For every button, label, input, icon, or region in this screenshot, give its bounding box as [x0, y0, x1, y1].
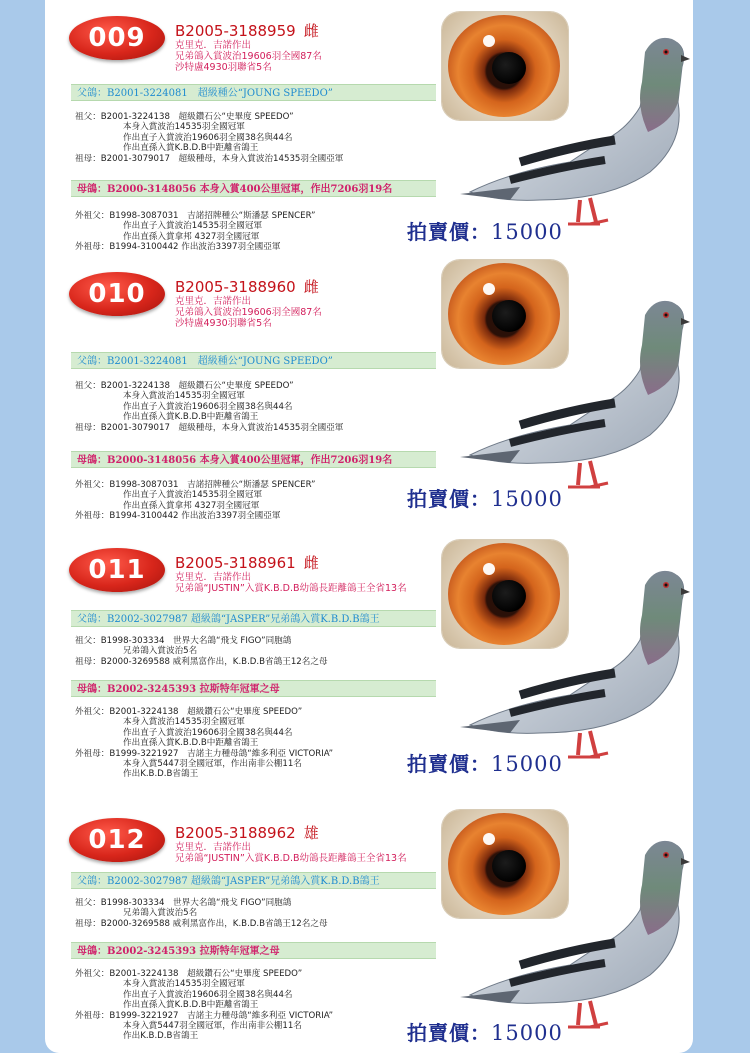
price-amount: 15000 [491, 487, 563, 511]
pedigree-line: 祖母：B2001-3079017 超級種母，本身入賞波治14535羽全國亞軍 [75, 422, 344, 433]
price-label: 拍賣價： [407, 487, 491, 511]
pedigree-line: 外祖父：B2001-3224138 超級鑽石公“史畢度 SPEEDO” [75, 707, 303, 717]
breeder-note: 克里克．吉諾作出 [175, 296, 252, 307]
pedigree-line: 作出直孫入賞拿邦 4327羽全國冠軍 [123, 500, 260, 511]
breeder-note: 克里克．吉諾作出 [175, 40, 252, 51]
auction-price [407, 216, 563, 245]
pigeon-photo [450, 22, 690, 232]
pedigree-line: 祖父：B1998-303334 世界大名鴿“飛戈 FIGO”同胞鴿 [75, 898, 292, 908]
pigeon-photo [450, 285, 690, 495]
pedigree-line: 本身入賞5447羽全國冠軍，作出南非公棚11名 [123, 759, 302, 770]
pedigree-line: 作出直孫入賞K.B.D.B中距離省鴿王 [123, 738, 259, 749]
dam-pedigree [75, 969, 333, 1042]
breeder-note: 兄弟鴿“JUSTIN”入賞K.B.D.B幼鴿長距離鴿王全省13名 [175, 583, 407, 594]
pedigree-line: 作出直孫入賞K.B.D.B中距離省鴿王 [123, 143, 259, 154]
dam-pedigree [75, 211, 315, 253]
price-amount: 15000 [491, 752, 563, 776]
sire-heading: 父鴿：B2001-3224081 超級種公“JOUNG SPEEDO” [71, 352, 436, 369]
pedigree-line: 外祖母：B1994-3100442 作出波治3397羽全國亞軍 [75, 242, 281, 253]
pedigree-line: 祖父：B2001-3224138 超級鑽石公“史畢度 SPEEDO” [75, 381, 294, 391]
dam-heading: 母鴿：B2000-3148056 本身入賞400公里冠軍，作出7206羽19名 [71, 180, 436, 197]
lot-number-badge: 009 [69, 16, 165, 60]
pedigree-line: 兄弟鴿入賞波治5名 [123, 646, 198, 657]
pigeon-illustration [450, 22, 690, 232]
sire-pedigree [75, 112, 343, 164]
pedigree-line: 外祖母：B1999-3221927 吉諾主力種母鴿“維多利亞 VICTORIA” [75, 748, 334, 759]
dam-heading: 母鴿：B2000-3148056 本身入賞400公里冠軍，作出7206羽19名 [71, 451, 436, 468]
breeder-note: 兄弟鴿入賞波治19606羽全國87名 [175, 51, 322, 62]
ring-number [175, 822, 319, 843]
pigeon-photo [450, 555, 690, 765]
pedigree-line: 作出直子入賞波治14535羽全國冠軍 [123, 490, 263, 501]
ring-number-text: B2005-3188960 [175, 278, 296, 296]
dam-heading: 母鴿：B2002-3245393 拉斯特年冠軍之母 [71, 942, 436, 959]
pigeon-illustration [450, 555, 690, 765]
pigeon-photo [450, 825, 690, 1035]
pedigree-line: 作出直孫入賞K.B.D.B中距離省鴿王 [123, 412, 259, 423]
pedigree-line: 作出直子入賞波治19606羽全國38名與44名 [123, 401, 293, 412]
pedigree-line: 祖母：B2000-3269588 威利黑富作出，K.B.D.B省鴿王12名之母 [75, 656, 328, 667]
pedigree-line: 作出直子入賞波治14535羽全國冠軍 [123, 221, 263, 232]
pigeon-illustration [450, 825, 690, 1035]
ring-number [175, 552, 319, 573]
pedigree-line: 外祖父：B1998-3087031 吉諾招牌種公“斯潘瑟 SPENCER” [75, 211, 316, 221]
pedigree-line: 祖父：B2001-3224138 超級鑽石公“史畢度 SPEEDO” [75, 112, 294, 122]
pedigree-line: 作出直子入賞波治19606羽全國38名與44名 [123, 132, 293, 143]
sex-label: 雌 [303, 278, 319, 296]
sire-heading: 父鴿：B2002-3027987 超級鴿“JASPER”兄弟鴿入賞K.B.D.B鴿王 [71, 872, 436, 889]
pedigree-line: 本身入賞波治14535羽全國冠軍 [123, 979, 245, 990]
price-amount: 15000 [491, 1021, 563, 1045]
ring-number [175, 20, 319, 41]
lot-number-badge: 011 [69, 548, 165, 592]
ring-number-text: B2005-3188959 [175, 22, 296, 40]
sire-pedigree [75, 381, 343, 433]
price-amount: 15000 [491, 220, 563, 244]
ring-number-text: B2005-3188961 [175, 554, 296, 572]
pigeon-illustration [450, 285, 690, 495]
breeder-note: 克里克．吉諾作出 [175, 842, 252, 853]
pedigree-line: 本身入賞波治14535羽全國冠軍 [123, 717, 245, 728]
price-label: 拍賣價： [407, 220, 491, 244]
lot-number-badge: 010 [69, 272, 165, 316]
pedigree-line: 祖母：B2000-3269588 威利黑富作出，K.B.D.B省鴿王12名之母 [75, 918, 328, 929]
pedigree-line: 作出直子入賞波治19606羽全國38名與44名 [123, 989, 293, 1000]
dam-pedigree [75, 707, 333, 780]
pedigree-line: 祖父：B1998-303334 世界大名鴿“飛戈 FIGO”同胞鴿 [75, 636, 292, 646]
price-label: 拍賣價： [407, 1021, 491, 1045]
pedigree-line: 本身入賞5447羽全國冠軍，作出南非公棚11名 [123, 1021, 302, 1032]
pedigree-line: 外祖母：B1999-3221927 吉諾主力種母鴿“維多利亞 VICTORIA” [75, 1010, 334, 1021]
pedigree-line: 祖母：B2001-3079017 超級種母，本身入賞波治14535羽全國亞軍 [75, 153, 344, 164]
pedigree-line: 外祖母：B1994-3100442 作出波治3397羽全國亞軍 [75, 511, 281, 522]
pedigree-line: 外祖父：B1998-3087031 吉諾招牌種公“斯潘瑟 SPENCER” [75, 480, 316, 490]
dam-pedigree [75, 480, 315, 522]
breeder-note: 克里克．吉諾作出 [175, 572, 252, 583]
pedigree-line: 作出直孫入賞K.B.D.B中距離省鴿王 [123, 1000, 259, 1011]
pedigree-line: 作出K.B.D.B省鴿王 [123, 1031, 199, 1042]
catalog-page [45, 0, 693, 1053]
pedigree-line: 作出K.B.D.B省鴿王 [123, 769, 199, 780]
lot-number-badge: 012 [69, 818, 165, 862]
sire-heading: 父鴿：B2001-3224081 超級種公“JOUNG SPEEDO” [71, 84, 436, 101]
pedigree-line: 本身入賞波治14535羽全國冠軍 [123, 122, 245, 133]
sire-pedigree [75, 898, 328, 929]
dam-heading: 母鴿：B2002-3245393 拉斯特年冠軍之母 [71, 680, 436, 697]
auction-price [407, 748, 563, 777]
sex-label: 雌 [303, 22, 319, 40]
breeder-note: 沙特盧4930羽聯省5名 [175, 62, 272, 73]
sex-label: 雌 [303, 554, 319, 572]
breeder-note: 兄弟鴿入賞波治19606羽全國87名 [175, 307, 322, 318]
breeder-note: 沙特盧4930羽聯省5名 [175, 318, 272, 329]
pedigree-line: 本身入賞波治14535羽全國冠軍 [123, 391, 245, 402]
pedigree-line: 作出直子入賞波治19606羽全國38名與44名 [123, 727, 293, 738]
auction-price [407, 1017, 563, 1046]
pedigree-line: 外祖父：B2001-3224138 超級鑽石公“史畢度 SPEEDO” [75, 969, 303, 979]
pedigree-line: 兄弟鴿入賞波治5名 [123, 908, 198, 919]
price-label: 拍賣價： [407, 752, 491, 776]
auction-price [407, 483, 563, 512]
pedigree-line: 作出直孫入賞拿邦 4327羽全國冠軍 [123, 231, 260, 242]
sire-heading: 父鴿：B2002-3027987 超級鴿“JASPER”兄弟鴿入賞K.B.D.B鴿王 [71, 610, 436, 627]
ring-number-text: B2005-3188962 [175, 824, 296, 842]
ring-number [175, 276, 319, 297]
breeder-note: 兄弟鴿“JUSTIN”入賞K.B.D.B幼鴿長距離鴿王全省13名 [175, 853, 407, 864]
sex-label: 雄 [303, 824, 319, 842]
sire-pedigree [75, 636, 328, 667]
